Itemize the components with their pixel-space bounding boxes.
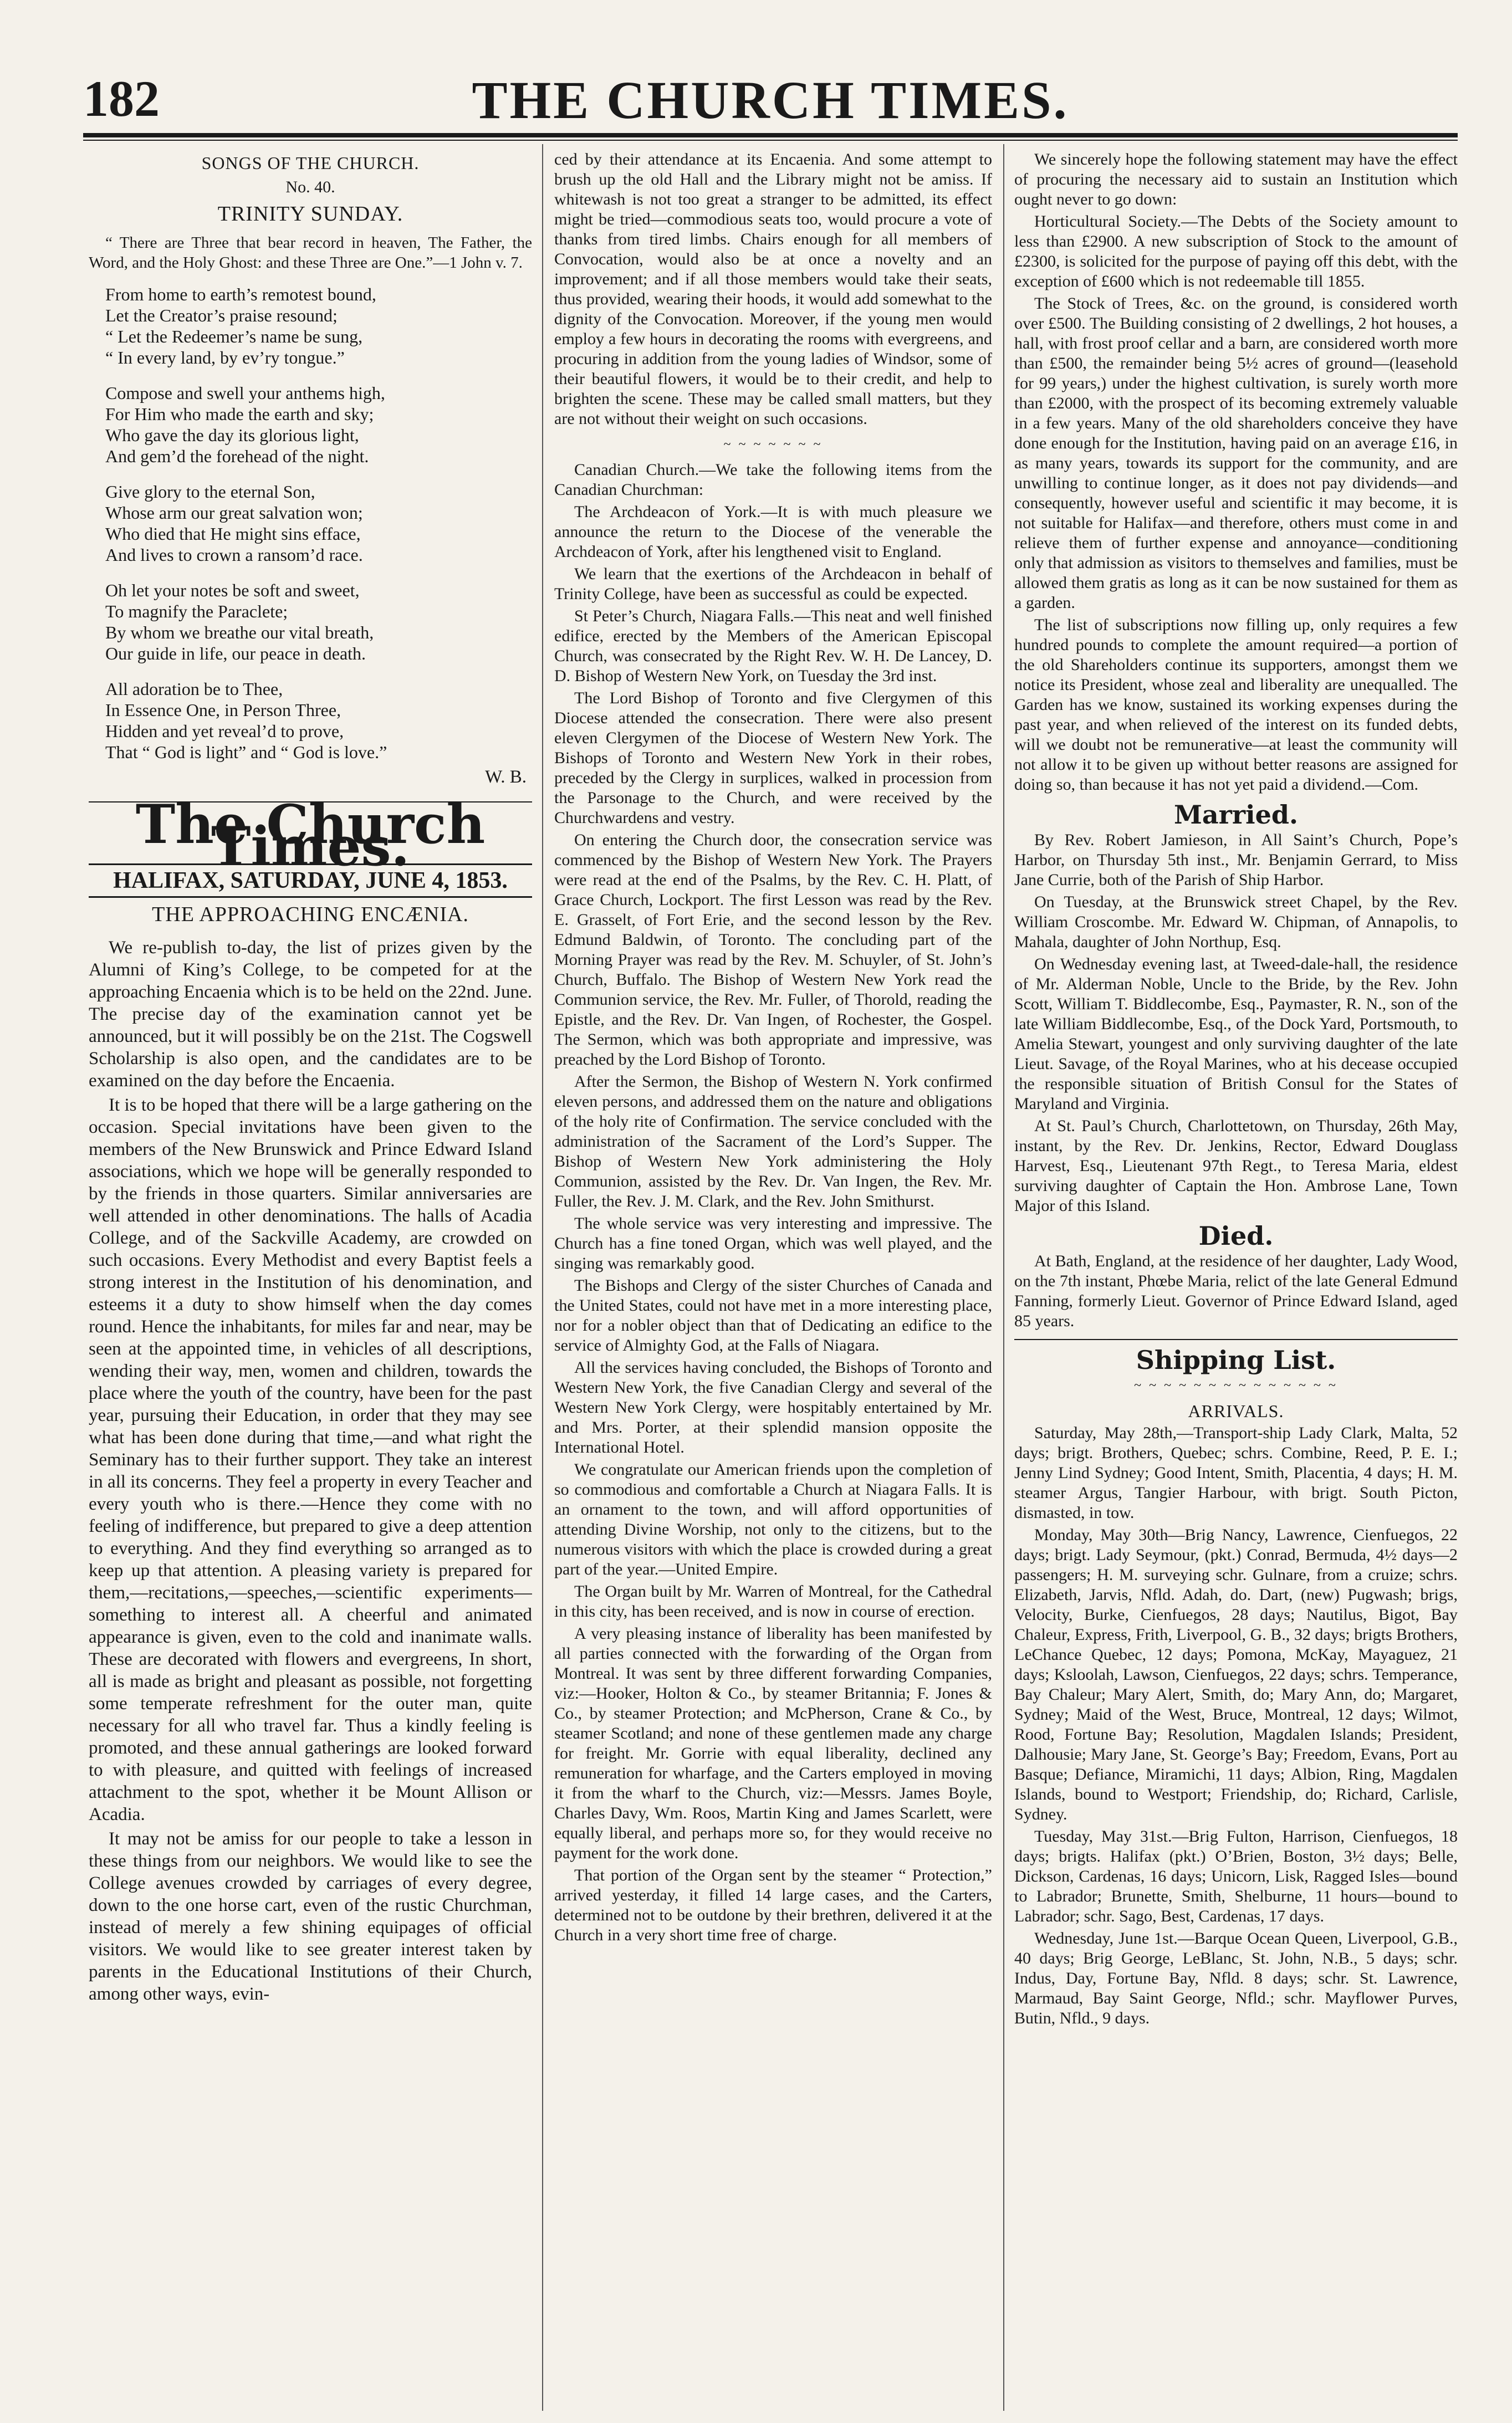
consecration-paragraph-4: The whole service was very interesting and impressive. The Church has a fine toned Organ, which was well played, and the singing was remarkably good. — [554, 1214, 992, 1272]
married-heading: Married. — [1173, 800, 1299, 830]
column-rule-1 — [542, 144, 543, 2411]
nameplate: The Church Times. — [135, 793, 486, 878]
st-peters-paragraph: St Peter’s Church, Niagara Falls.—This neat and well finished edifice, erected by the Members of the American Episcopal Church, was consecrated by the Right Rev. W. H. De Lancey, D. D. Bishop of Western New York, on Tuesday the 3rd inst. — [554, 607, 992, 685]
horticultural-intro: We sincerely hope the following statement may have the effect of procuring the necessary aid to sustain an Institution which ought never to go down: — [1014, 150, 1458, 208]
shipping-heading: Shipping List. — [1136, 1345, 1336, 1375]
trinity-college-paragraph: We learn that the exertions of the Archdeacon in behalf of Trinity College, have been as successful as could be expected. — [554, 565, 992, 603]
consecration-paragraph-6: All the services having concluded, the Bishops of Toronto and Western New York, the five Canadian Clergy and several of the Western New York Clergy, were hospitably entertained by Mr. and Mrs. Porter, at their splendid mansion opposite the International Hotel. — [554, 1358, 992, 1456]
died-notice-1: At Bath, England, at the residence of her daughter, Lady Wood, on the 7th instant, Phœbe Maria, relict of the late General Edmund Fanning, formerly Lieut. Governor of Prince Edward Island, aged 85 years. — [1014, 1252, 1458, 1330]
poem-number: No. 40. — [285, 178, 335, 196]
consecration-paragraph-7: We congratulate our American friends upon the completion of so commodious and comfortable a Church at Niagara Falls. It is an ornament to the town, and will afford opportunities of attending Divine Worship, not only to the citizens, but to the numerous visitors with which the place is crowded during a great part of the year.—United Empire. — [554, 1460, 992, 1578]
poem-epigraph: “ There are Three that bear record in heaven, The Father, the Word, and the Holy Ghost: and these Three are One.”—1 John v. 7. — [89, 234, 532, 272]
article-paragraph-1: We re-publish to-day, the list of prizes given by the Alumni of King’s College, to be competed for at the approaching Encaenia which is to be held on the 22nd. June. The precise day of the examination cannot yet be announced, but it will possibly be on the 21st. The Cogswell Scholarship is also open, and the candidates are to be examined on the day before the Encaenia. — [89, 938, 532, 1091]
article-continuation: ced by their attendance at its Encaenia. And some attempt to brush up the old Hall and the Library might not be amiss. If whitewash is not too great a stranger to be admitted, its effect might be tried—commodious seats too, would procure a vote of thanks from tired limbs. Chairs enough for all members of Convocation, would also be at once a novelty and an improvement; and if all those members would take their seats, thus provided, wearing their hoods, it would add somewhat to the dignity of the Convocation. Moreover, if the young men would employ a few hours in decorating the rooms with evergreens, and procuring in addition from the young ladies of Windsor, some of their beautiful flowers, it would be to their credit, and help to brighten the scene. These may be called small matters, but they are not without their weight on such occasions. — [554, 150, 992, 428]
separator-wavy: ~ ~ ~ ~ ~ ~ ~ — [723, 437, 823, 452]
column-2 — [554, 150, 992, 2411]
poem-stanza-2: Compose and swell your anthems high, For Him who made the earth and sky; Who gave the day its glorious light, And gem’d the forehead of the night. — [105, 383, 385, 466]
canadian-church-intro: Canadian Church.—We take the following items from the Canadian Churchman: — [554, 461, 992, 499]
organ-paragraph-2: A very pleasing instance of liberality has been manifested by all parties connected with the forwarding of the Organ from Montreal. It was sent by three different forwarding Companies, viz:—Hooker, Holton & Co., by steamer Britannia; F. Jones & Co., by steamer Protection; and McPherson, Crane & Co., by steamer Scotland; and none of these gentlemen made any charge for freight. Mr. Gorrie with equal liberality, declined any remuneration for wharfage, and the Carters employed in moving it from the wharf to the Church, viz:—Messrs. James Boyle, Charles Davy, Wm. Roos, Martin King and James Scarlett, were equally liberal, and perhaps more so, for they would receive no payment for the work done. — [554, 1624, 992, 1862]
poem-stanza-1: From home to earth’s remotest bound, Let the Creator’s praise resound; “ Let the Redeemer’s name be sung, “ In every land, by ev’ry tongue.” — [105, 284, 376, 367]
married-notice-2: On Tuesday, at the Brunswick street Chapel, by the Rev. William Croscombe. Mr. Edward W. Chipman, of Annapolis, to Mahala, daughter of John Northup, Esq. — [1014, 893, 1458, 951]
married-notice-1: By Rev. Robert Jamieson, in All Saint’s Church, Pope’s Harbor, on Thursday 5th inst., Mr. Benjamin Gerrard, to Miss Jane Currie, both of the Parish of Ship Harbor. — [1014, 831, 1458, 889]
shipping-entry-3: Tuesday, May 31st.—Brig Fulton, Harrison, Cienfuegos, 18 days; brigts. Halifax (pkt.) O’Brien, Boston, 3½ days; Belle, Dickson, Cardenas, 16 days; Unicorn, Lisk, Ragged Isles—bound to Labrador; Brunette, Smith, Shelburne, 11 hours—bound to Labrador; schr. Sago, Best, Cardenas, 17 days. — [1014, 1827, 1458, 1925]
column-1 — [89, 150, 532, 2411]
poem-subtitle: TRINITY SUNDAY. — [217, 202, 403, 226]
page-number: 182 — [83, 70, 160, 127]
died-heading: Died. — [1198, 1221, 1274, 1251]
organ-paragraph-3: That portion of the Organ sent by the steamer “ Protection,” arrived yesterday, it filled 14 large cases, and the Carters, determined not to be outdone by their brethren, delivered it at the Church in a very short time free of charge. — [554, 1866, 992, 1944]
poem-stanza-5: All adoration be to Thee, In Essence One, in Person Three, Hidden and yet reveal’d to prove, That “ God is light” and “ God is love.” — [105, 679, 387, 762]
horticultural-paragraph-3: The list of subscriptions now filling up, only requires a few hundred pounds to complete the amount required—a portion of the old Shareholders continue its supporters, amongst them we notice its President, whose zeal and liberality are unequalled. The Garden has we know, sustained its working expenses during the past year, and when relieved of the interest on its funded debts, will we doubt not be remunerative—at least the community will not allow it to be given up without better reasons are assigned for doing so, than because it has not yet paid a dividend.—Com. — [1014, 616, 1458, 794]
shipping-entry-1: Saturday, May 28th,—Transport-ship Lady Clark, Malta, 52 days; brigt. Brothers, Quebec; schrs. Combine, Reed, P. E. I.; Jenny Lind Sydney; Good Intent, Smith, Placentia, 4 days; H. M. steamer Argus, Tangier Harbour, with brigt. South Picton, dismasted, in tow. — [1014, 1424, 1458, 1522]
poem-heading: SONGS OF THE CHURCH. — [201, 153, 420, 173]
married-notice-3: On Wednesday evening last, at Tweed-dale-hall, the residence of Mr. Alderman Noble, Uncle to the Bride, by the Rev. John Scott, William T. Biddlecombe, Esq., Paymaster, R. N., son of the late William Biddlecombe, Esq., of the Dock Yard, Portsmouth, to Amelia Stewart, youngest and only surviving daughter of the late Lieut. Savage, of the Royal Marines, who at his decease occupied the responsible situation of British Consul for the States of Maryland and Virginia. — [1014, 955, 1458, 1113]
consecration-paragraph-1: The Lord Bishop of Toronto and five Clergymen of this Diocese attended the consecration. There were also present eleven Clergymen of the Diocese of Western New York. The Bishops of Toronto and Western New York in their robes, preceded by the Clergy in surplices, walked in procession from the Parsonage to the Church, and were received by the Churchwardens and vestry. — [554, 689, 992, 827]
shipping-entry-4: Wednesday, June 1st.—Barque Ocean Queen, Liverpool, G.B., 40 days; Brig George, LeBlanc, St. John, N.B., 5 days; schr. Indus, Day, Fortune Bay, Nfld. 8 days; schr. St. Lawrence, Marmaud, Bay Saint George, Nfld.; schr. Mayflower Purves, Butin, Nfld., 9 days. — [1014, 1929, 1458, 2027]
organ-paragraph-1: The Organ built by Mr. Warren of Montreal, for the Cathedral in this city, has been received, and is now in course of erection. — [554, 1582, 992, 1621]
masthead — [83, 64, 1458, 130]
arrivals-heading: ARRIVALS. — [1188, 1401, 1284, 1421]
newspaper-title: THE CHURCH TIMES. — [472, 70, 1069, 130]
separator-wavy-2: ~ ~ ~ ~ ~ ~ ~ ~ ~ ~ ~ ~ ~ ~ — [1134, 1378, 1338, 1393]
column-3 — [1014, 150, 1458, 2411]
consecration-paragraph-5: The Bishops and Clergy of the sister Churches of Canada and the United States, could not have met in a more interesting place, nor for a nobler object than that of Dedicating an edifice to the service of Almighty God, at the Falls of Niagara. — [554, 1276, 992, 1354]
masthead-rule-thick — [83, 133, 1458, 137]
separator-rule-2 — [1014, 1339, 1458, 1340]
article-paragraph-3: It may not be amiss for our people to take a lesson in these things from our neighbors. We would like to see the College avenues crowded by carriages of every degree, down to the one horse cart, even of the rustic Churchman, instead of merely a few shining equipages of official visitors. We would like to see greater interest taken by parents in the Educational Institutions of their Church, among other ways, evin- — [89, 1829, 532, 2004]
poem-stanza-3: Give glory to the eternal Son, Whose arm our great salvation won; Who died that He might sins efface, And lives to crown a ransom’d race. — [105, 482, 363, 565]
dateline: HALIFAX, SATURDAY, JUNE 4, 1853. — [89, 863, 532, 898]
article-title: THE APPROACHING ENCÆNIA. — [152, 903, 469, 926]
consecration-paragraph-3: After the Sermon, the Bishop of Western N. York confirmed eleven persons, and addressed them on the nature and obligations of the holy rite of Confirmation. The service concluded with the administration of the Sacrament of the Lord’s Supper. The Bishop of Western New York administering the Holy Communion, assisted by the Rev. Dr. Van Ingen, the Rev. Mr. Fuller, the Rev. J. M. Clark, and the Rev. John Smithurst. — [554, 1072, 992, 1210]
consecration-paragraph-2: On entering the Church door, the consecration service was commenced by the Bishop of Western New York. The Prayers were read at the end of the Psalms, by the Rev. C. H. Platt, of Grace Church, Lockport. The first Lesson was read by the Rev. E. Grasselt, of Fort Erie, and the second lesson by the Rev. Edmund Baldwin, of Toronto. The concluding part of the Morning Prayer was read by the Rev. M. Schuyler, of St. John’s Church, Buffalo. The Bishop of Western New York read the Communion service, the Rev. Mr. Fuller, of Thorold, reading the Epistle, and the Rev. Dr. Van Ingen, of Rochester, the Gospel. The Sermon, which was both appropriate and impressive, was preached by the Lord Bishop of Toronto. — [554, 831, 992, 1069]
horticultural-paragraph-2: The Stock of Trees, &c. on the ground, is considered worth over £500. The Building consisting of 2 dwellings, 2 hot houses, a hall, with frost proof cellar and a barn, are considered worth more than £500, the remainder being 5½ acres of ground—(leasehold for 99 years,) under the highest cultivation, is surely worth more than £2000, with the prospect of its becoming extremely valuable in a few years. Many of the old shareholders conceive they have done enough for the Institution, having paid on an average £16, in as many years, towards its support for the community, and are unwilling to continue longer, as it does not pay dividends—and consequently, however useful and scientific it may become, it is not suitable for Halifax—and therefore, others must come in and relieve them of further expense and annoyance—conditioning only that admission as visitors to themselves and families, must be allowed them gratis as long as it can be now sustained for them as a garden. — [1014, 294, 1458, 612]
poem-stanza-4: Oh let your notes be soft and sweet, To magnify the Paraclete; By whom we breathe our vital breath, Our guide in life, our peace in death. — [105, 580, 374, 663]
shipping-entry-2: Monday, May 30th—Brig Nancy, Lawrence, Cienfuegos, 22 days; brigt. Lady Seymour, (pkt.) Conrad, Bermuda, 4½ days—2 passengers; H. M. surveying schr. Gulnare, from a cruize; schrs. Elizabeth, Jarvis, Nfld. Adah, do. Dart, (new) Pugwash; brigs, Velocity, Burke, Cienfuegos, 28 days; Nautilus, Bigot, Bay Chaleur, Express, Frith, Liverpool, G. B., 32 days; brigts Brothers, LeChance Quebec, 12 days; Pomona, McKay, Mayaguez, 21 days; Ksloolah, Lawson, Cienfuegos, 22 days; schrs. Temperance, Bay Chaleur; Mary Alert, Smith, do; Mary Ann, do; Margaret, Sydney; Maid of the West, Bruce, Montreal, 12 days; Wilmot, Rood, Fortune Bay; Resolution, Magdalen Islands; President, Dalhousie; Mary Jane, St. George’s Bay; Freedom, Evans, Port au Basque; Defiance, Miramichi, 11 days; Albion, Ring, Magdalen Islands, bound to Westport; Friendship, do; Richard, Carlisle, Sydney. — [1014, 1526, 1458, 1823]
column-rule-2 — [1003, 144, 1004, 2411]
article-paragraph-2: It is to be hoped that there will be a large gathering on the occasion. Special invitations have been given to the members of the New Brunswick and Prince Edward Island associations, which we hope will be generally responded to by the friends in those quarters. Similar anniversaries are well attended in other denominations. The halls of Acadia College, and of the Sackville Academy, are crowded on such occasions. Every Methodist and every Baptist feels a strong interest in the Institution of his denomination, and esteems it a duty to show himself when the day comes round. Hence the inhabitants, for miles far and near, may be seen at the appointed time, in vehicles of all descriptions, wending their way, men, women and children, towards the place where the youth of the country, have been for the past year, pursuing their Education, in order that they may see what has been done during that time,—and what right the Seminary has to their further support. They take an interest in all its concerns. They feel a property in every Teacher and every youth who is there.—Hence they come with no feeling of indifference, but prepared to give a deep attention to everything. And they find everything so arranged as to keep up that attention. A pleasing variety is prepared for them,—recitations,—speeches,—scientific experiments—something to interest all. A cheerful and animated appearance is given, even to the cold and inanimate walls. These are decorated with flowers and evergreens, In short, all is made as bright and pleasant as possible, not forgetting some temperate refreshment for the outer man, quite necessary for all who travel far. Thus a kindly feeling is promoted, and these annual gatherings are looked forward to with pleasure, and quitted with feelings of increased attachment to the spot, whether it be Mount Allison or Acadia. — [89, 1095, 532, 1824]
masthead-rule-thin — [83, 140, 1458, 141]
married-notice-4: At St. Paul’s Church, Charlottetown, on Thursday, 26th May, instant, by the Rev. Dr. Jenkins, Rector, Edward Douglass Harvest, Esq., Lieutenant 97th Regt., to Teresa Maria, eldest surviving daughter of Captain the Hon. Ambrose Lane, Town Major of this Island. — [1014, 1117, 1458, 1215]
archdeacon-paragraph: The Archdeacon of York.—It is with much pleasure we announce the return to the Diocese of the venerable the Archdeacon of York, after his lengthened visit to England. — [554, 503, 992, 561]
horticultural-paragraph-1: Horticultural Society.—The Debts of the Society amount to less than £2900. A new subscription of Stock to the amount of £2300, is solicited for the purpose of paying off this debt, with the exception of £600 which is not redeemable till 1855. — [1014, 212, 1458, 290]
poem-signature: W. B. — [485, 767, 527, 787]
